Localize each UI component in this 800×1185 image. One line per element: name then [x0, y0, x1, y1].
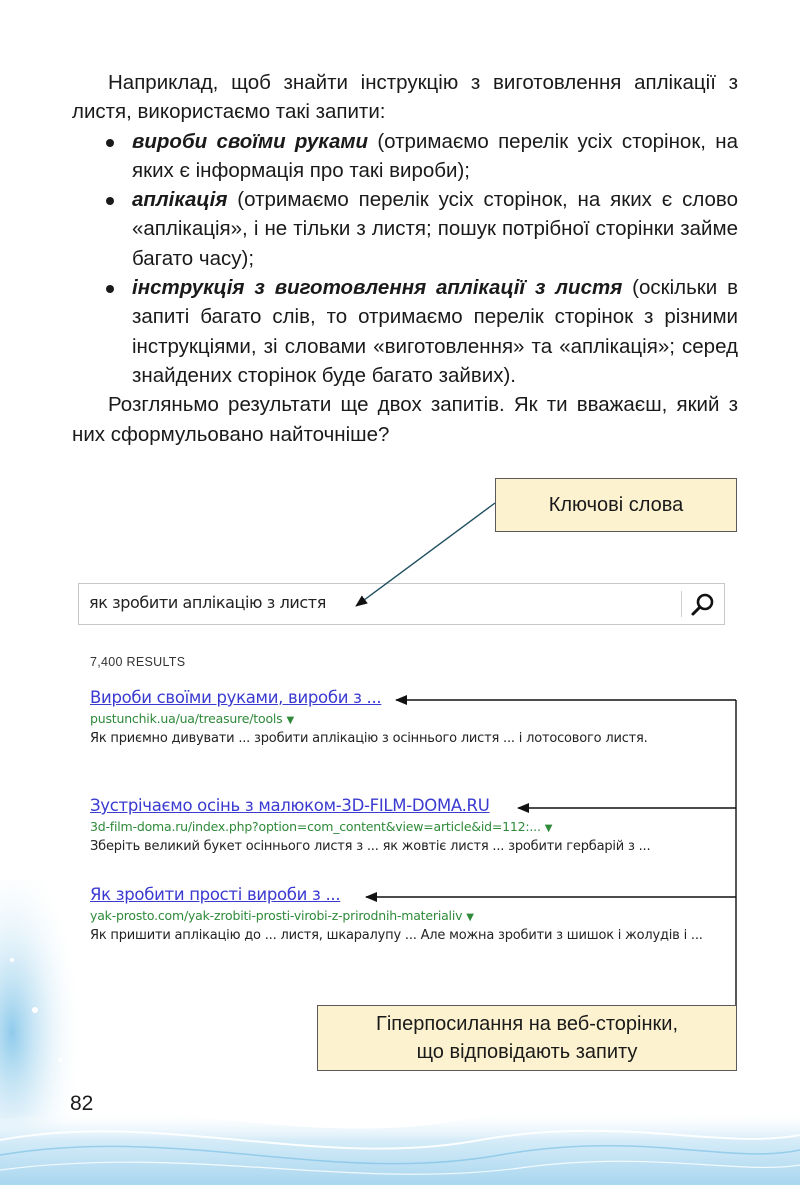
- search-result: [90, 796, 710, 856]
- search-input[interactable]: як зробити аплікацію з листя: [89, 593, 326, 612]
- result-url-text: pustunchik.ua/ua/treasure/tools: [90, 711, 283, 726]
- query-explanation: (оскільки в запиті багато слів, то отримаємо перелік сторінок з різними інструкціями, зі словами «виготовлення» та «аплікація»; серед знайдених сторінок буде багато зайвих).: [132, 276, 738, 387]
- page-number: 82: [70, 1092, 94, 1115]
- search-divider: [681, 591, 682, 617]
- question-paragraph: Розгляньмо результати ще двох запитів. Як ти вважаєш, який з них сформульовано найточніше?: [72, 393, 738, 446]
- bullet-icon: [106, 285, 114, 293]
- query-list: [72, 127, 738, 391]
- body-text: [72, 68, 738, 449]
- query-keyword: аплікація: [132, 188, 228, 212]
- bullet-icon: [106, 197, 114, 205]
- result-snippet: Як приємно дивувати ... зробити аплікацію з осіннього листя ... і лотосового листя.: [90, 731, 648, 746]
- result-snippet: Як пришити аплікацію до ... листя, шкаралупу ... Але можна зробити з шишок і жолудів і ...: [90, 928, 703, 943]
- search-box[interactable]: [78, 583, 725, 625]
- caret-down-icon[interactable]: ▼: [466, 912, 474, 923]
- hyperlinks-callout: [317, 1005, 737, 1071]
- result-url-text: yak-prosto.com/yak-zrobiti-prosti-virobi-z-prirodnih-materialiv: [90, 908, 463, 923]
- search-result: [90, 885, 710, 945]
- list-item: [72, 127, 738, 186]
- result-title-link[interactable]: Зустрічаємо осінь з малюком-3D-FILM-DOMA.RU: [90, 796, 490, 815]
- result-url[interactable]: [90, 908, 710, 923]
- hyperlinks-callout-text: Гіперпосилання на веб-сторінки, що відповідають запиту: [375, 1013, 679, 1063]
- result-url[interactable]: [90, 711, 710, 726]
- query-explanation: (отримаємо перелік усіх сторінок, на яких є інформація про такі вироби);: [132, 129, 738, 182]
- bullet-icon: [106, 139, 114, 147]
- result-title-link[interactable]: Вироби своїми руками, вироби з ...: [90, 688, 382, 707]
- list-item: [72, 273, 738, 390]
- caret-down-icon[interactable]: ▼: [286, 715, 294, 726]
- list-item: [72, 185, 738, 273]
- result-url[interactable]: [90, 819, 710, 834]
- search-icon[interactable]: [688, 590, 718, 620]
- query-keyword: вироби своїми руками: [132, 129, 369, 153]
- caret-down-icon[interactable]: ▼: [544, 823, 553, 834]
- query-explanation: (отримаємо перелік усіх сторінок, на яких є слово «аплікація», і не тільки з листя; пошук потрібної сторінки займе багато часу);: [132, 188, 738, 270]
- results-count: 7,400 RESULTS: [90, 655, 186, 669]
- result-snippet: Зберіть великий букет осіннього листя з ... як жовтіє листя ... зробити гербарій з ...: [90, 839, 651, 854]
- result-title-link[interactable]: Як зробити прості вироби з ...: [90, 885, 341, 904]
- result-url-text: 3d-film-doma.ru/index.php?option=com_content&view=article&id=112:...: [90, 819, 541, 834]
- keywords-callout: Ключові слова: [495, 478, 737, 532]
- intro-paragraph: Наприклад, щоб знайти інструкцію з виготовлення аплікації з листя, використаємо такі запити:: [72, 71, 738, 124]
- search-result: [90, 688, 710, 748]
- query-keyword: інструкція з виготовлення аплікації з листя: [132, 276, 623, 300]
